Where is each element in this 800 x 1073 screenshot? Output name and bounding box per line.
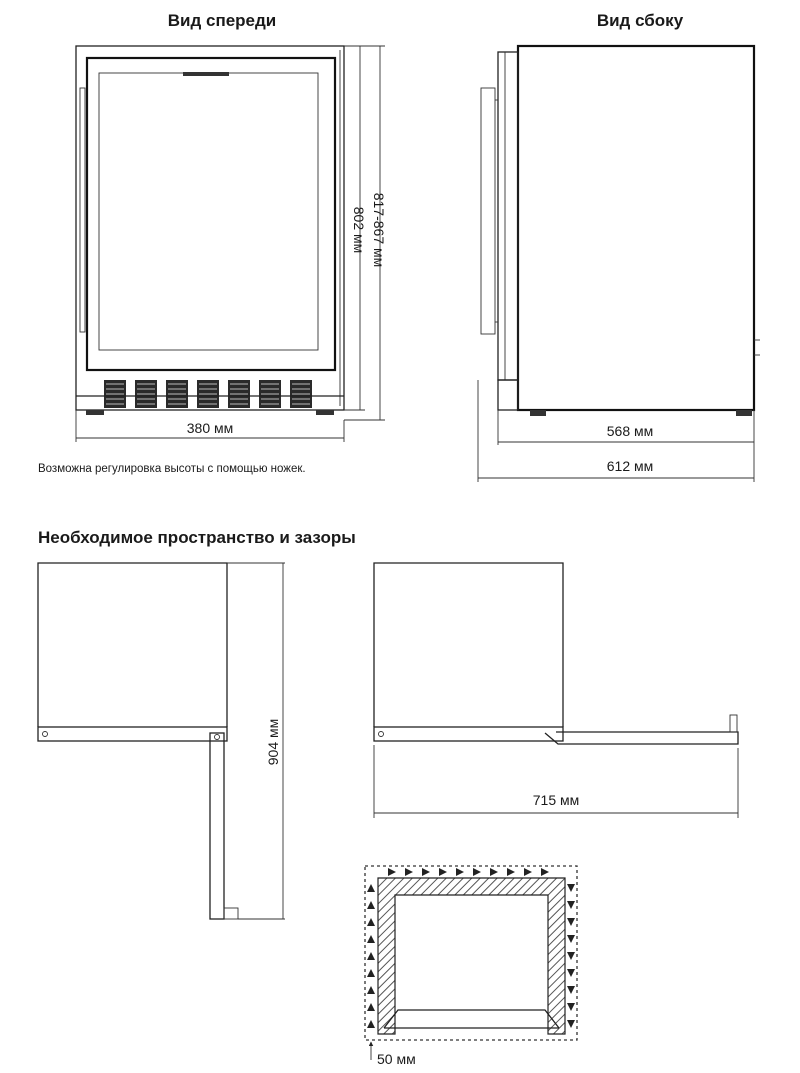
airflow-arrow xyxy=(388,868,396,876)
airflow-arrow xyxy=(567,901,575,909)
airflow-arrow xyxy=(422,868,430,876)
airflow-arrow xyxy=(367,1003,375,1011)
airflow-arrow xyxy=(567,969,575,977)
airflow-arrow xyxy=(367,969,375,977)
front-view-title: Вид спереди xyxy=(167,11,277,30)
height-adjust-note: Возможна регулировка высоты с помощью ножек. xyxy=(38,463,306,475)
airflow-arrow xyxy=(405,868,413,876)
door-open-side-label: 715 мм xyxy=(532,792,580,808)
airflow-arrow xyxy=(567,884,575,892)
airflow-arrow xyxy=(367,918,375,926)
airflow-arrow xyxy=(567,935,575,943)
airflow-arrow xyxy=(367,986,375,994)
front-width-label: 380 мм xyxy=(186,420,234,436)
airflow-arrow xyxy=(367,884,375,892)
side-view-drawing xyxy=(481,46,760,416)
airflow-arrow xyxy=(507,868,515,876)
airflow-arrow xyxy=(367,952,375,960)
vent-grille xyxy=(104,380,312,408)
front-height-total-label: 817-867 мм xyxy=(371,192,387,268)
airflow-arrow xyxy=(367,1020,375,1028)
airflow-arrow xyxy=(367,935,375,943)
airflow-arrow xyxy=(567,986,575,994)
airflow-arrow xyxy=(456,868,464,876)
door-open-front-drawing xyxy=(38,563,285,919)
airflow-arrow xyxy=(567,918,575,926)
airflow-arrow xyxy=(367,901,375,909)
airflow-arrow xyxy=(490,868,498,876)
side-depth-body-label: 568 мм xyxy=(606,423,654,439)
front-height-body-label: 802 мм xyxy=(351,206,367,254)
airflow-arrow xyxy=(567,1003,575,1011)
ventilation-clearance-drawing xyxy=(365,866,577,1060)
airflow-arrow xyxy=(439,868,447,876)
front-view-drawing xyxy=(76,46,344,415)
airflow-arrow xyxy=(541,868,549,876)
door-open-front-label: 904 мм xyxy=(265,718,281,766)
side-depth-total-label: 612 мм xyxy=(606,458,654,474)
gap-label: 50 мм xyxy=(377,1051,416,1067)
side-view-title: Вид сбоку xyxy=(596,11,684,30)
airflow-arrow xyxy=(567,1020,575,1028)
clearance-title: Необходимое пространство и зазоры xyxy=(38,528,356,547)
airflow-arrow xyxy=(567,952,575,960)
door-open-side-drawing xyxy=(374,563,738,818)
airflow-arrow xyxy=(524,868,532,876)
airflow-arrow xyxy=(473,868,481,876)
